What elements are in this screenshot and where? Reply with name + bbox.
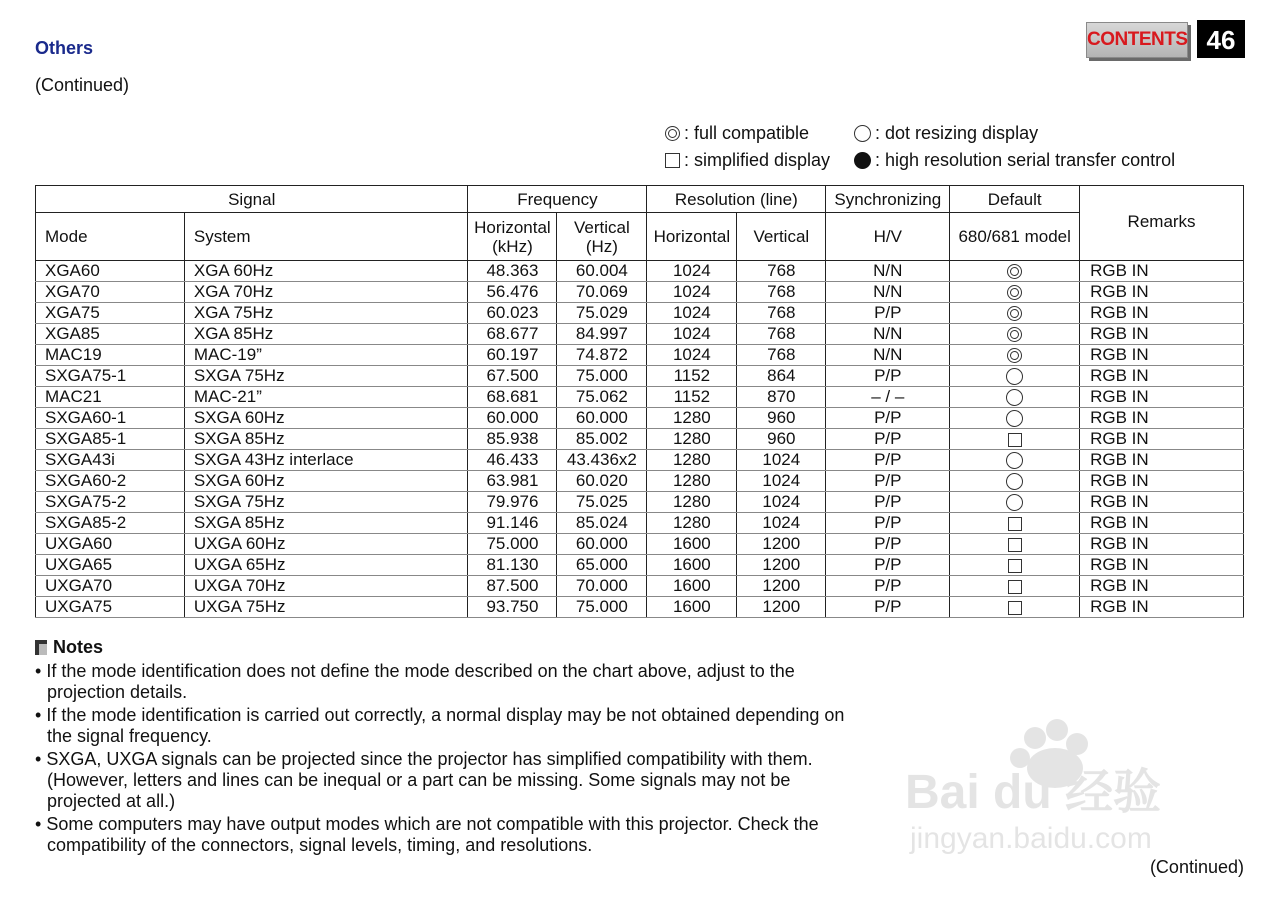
freq-v-cell: 85.024 <box>557 513 647 534</box>
freq-h-cell: 81.130 <box>468 555 557 576</box>
remarks-cell: RGB IN <box>1080 429 1244 450</box>
watermark-brand: Bai du 经验 <box>905 766 1162 819</box>
res-v-cell: 768 <box>737 303 826 324</box>
remarks-cell: RGB IN <box>1080 576 1244 597</box>
default-cell <box>950 324 1080 345</box>
freq-v-cell: 60.004 <box>557 261 647 282</box>
sync-cell: P/P <box>826 303 950 324</box>
header-resolution: Resolution (line) <box>647 186 826 213</box>
default-cell <box>950 429 1080 450</box>
square-icon <box>1008 559 1022 573</box>
res-h-cell: 1280 <box>647 513 737 534</box>
system-cell: MAC-21” <box>184 387 468 408</box>
table-row <box>36 261 1244 282</box>
mode-cell: UXGA70 <box>36 576 185 597</box>
sync-cell: P/P <box>826 450 950 471</box>
system-cell: SXGA 43Hz interlace <box>184 450 468 471</box>
legend-text: : simplified display <box>684 150 831 170</box>
res-h-cell: 1280 <box>647 450 737 471</box>
circle-icon <box>1006 452 1023 469</box>
table-row <box>36 492 1244 513</box>
mode-cell: SXGA43i <box>36 450 185 471</box>
square-icon <box>1008 580 1022 594</box>
table-row <box>36 345 1244 366</box>
default-cell <box>950 555 1080 576</box>
filled-circle-icon <box>854 152 871 169</box>
square-icon <box>1008 538 1022 552</box>
res-h-cell: 1024 <box>647 303 737 324</box>
default-cell <box>950 261 1080 282</box>
freq-v-cell: 70.000 <box>557 576 647 597</box>
remarks-cell: RGB IN <box>1080 408 1244 429</box>
freq-h-cell: 79.976 <box>468 492 557 513</box>
res-v-cell: 768 <box>737 261 826 282</box>
freq-v-cell: 65.000 <box>557 555 647 576</box>
system-cell: XGA 60Hz <box>184 261 468 282</box>
res-h-cell: 1600 <box>647 597 737 618</box>
freq-v-cell: 74.872 <box>557 345 647 366</box>
table-row <box>36 387 1244 408</box>
res-v-cell: 960 <box>737 429 826 450</box>
circle-icon <box>1006 368 1023 385</box>
notes-heading <box>35 637 103 658</box>
double-circle-icon <box>1007 264 1022 279</box>
note-icon <box>35 640 47 655</box>
table-row <box>36 324 1244 345</box>
square-icon <box>1008 601 1022 615</box>
header-res-v: Vertical <box>737 213 826 261</box>
res-h-cell: 1024 <box>647 345 737 366</box>
system-cell: UXGA 75Hz <box>184 597 468 618</box>
res-v-cell: 1200 <box>737 576 826 597</box>
signal-table <box>35 185 1244 618</box>
res-h-cell: 1152 <box>647 366 737 387</box>
res-v-cell: 960 <box>737 408 826 429</box>
sync-cell: P/P <box>826 366 950 387</box>
res-v-cell: 1024 <box>737 471 826 492</box>
freq-v-cell: 75.000 <box>557 366 647 387</box>
freq-h-cell: 67.500 <box>468 366 557 387</box>
res-h-cell: 1152 <box>647 387 737 408</box>
table-row <box>36 534 1244 555</box>
mode-cell: XGA70 <box>36 282 185 303</box>
default-cell <box>950 534 1080 555</box>
remarks-cell: RGB IN <box>1080 534 1244 555</box>
res-h-cell: 1600 <box>647 576 737 597</box>
mode-cell: MAC19 <box>36 345 185 366</box>
header-remarks: Remarks <box>1080 186 1244 261</box>
sync-cell: N/N <box>826 261 950 282</box>
default-cell <box>950 492 1080 513</box>
default-cell <box>950 282 1080 303</box>
remarks-cell: RGB IN <box>1080 450 1244 471</box>
note-text: Some computers may have output modes which are not compatible with this projector. Check the compatibility of the connectors, signal levels, timing, and resolutions. <box>46 814 819 855</box>
freq-h-cell: 93.750 <box>468 597 557 618</box>
circle-icon <box>1006 410 1023 427</box>
sync-cell: P/P <box>826 492 950 513</box>
res-h-cell: 1024 <box>647 324 737 345</box>
note-text: SXGA, UXGA signals can be projected since the projector has simplified compatibility with them. (However, letters and lines can be inequal or a part can be missing. Some signals may not be projected at all.) <box>46 749 813 811</box>
system-cell: MAC-19” <box>184 345 468 366</box>
mode-cell: MAC21 <box>36 387 185 408</box>
remarks-cell: RGB IN <box>1080 555 1244 576</box>
freq-v-cell: 70.069 <box>557 282 647 303</box>
freq-h-cell: 85.938 <box>468 429 557 450</box>
freq-h-cell: 48.363 <box>468 261 557 282</box>
legend-text: : high resolution serial transfer control <box>875 150 1176 170</box>
freq-h-cell: 63.981 <box>468 471 557 492</box>
freq-v-cell: 60.020 <box>557 471 647 492</box>
remarks-cell: RGB IN <box>1080 471 1244 492</box>
circle-icon <box>1006 494 1023 511</box>
baidu-watermark <box>905 710 1205 860</box>
freq-h-cell: 75.000 <box>468 534 557 555</box>
res-v-cell: 1024 <box>737 450 826 471</box>
note-item: • If the mode identification is carried out correctly, a normal display may be not obtained depending on the signal frequency. <box>35 705 845 746</box>
res-v-cell: 768 <box>737 345 826 366</box>
freq-h-cell: 68.681 <box>468 387 557 408</box>
system-cell: UXGA 70Hz <box>184 576 468 597</box>
remarks-cell: RGB IN <box>1080 492 1244 513</box>
sync-cell: P/P <box>826 534 950 555</box>
legend-text: : dot resizing display <box>875 123 1039 143</box>
double-circle-icon <box>1007 306 1022 321</box>
mode-cell: XGA60 <box>36 261 185 282</box>
page-number: 46 <box>1197 20 1245 58</box>
mode-cell: UXGA65 <box>36 555 185 576</box>
freq-v-cell: 84.997 <box>557 324 647 345</box>
table-row <box>36 450 1244 471</box>
system-cell: SXGA 60Hz <box>184 471 468 492</box>
table-row <box>36 366 1244 387</box>
mode-cell: SXGA60-1 <box>36 408 185 429</box>
default-cell <box>950 366 1080 387</box>
default-cell <box>950 597 1080 618</box>
header-default: Default <box>950 186 1080 213</box>
sync-cell: N/N <box>826 345 950 366</box>
header-frequency: Frequency <box>468 186 647 213</box>
remarks-cell: RGB IN <box>1080 387 1244 408</box>
sync-cell: P/P <box>826 408 950 429</box>
double-circle-icon <box>665 126 680 141</box>
res-v-cell: 1024 <box>737 492 826 513</box>
header-hv: H/V <box>826 213 950 261</box>
freq-v-cell: 75.000 <box>557 597 647 618</box>
mode-cell: XGA75 <box>36 303 185 324</box>
header-synchronizing: Synchronizing <box>826 186 950 213</box>
res-h-cell: 1280 <box>647 429 737 450</box>
freq-h-cell: 87.500 <box>468 576 557 597</box>
table-row <box>36 408 1244 429</box>
freq-h-cell: 60.023 <box>468 303 557 324</box>
header-system: System <box>184 213 468 261</box>
remarks-cell: RGB IN <box>1080 597 1244 618</box>
res-h-cell: 1024 <box>647 261 737 282</box>
system-cell: XGA 75Hz <box>184 303 468 324</box>
system-cell: XGA 85Hz <box>184 324 468 345</box>
freq-h-cell: 68.677 <box>468 324 557 345</box>
freq-v-cell: 43.436x2 <box>557 450 647 471</box>
freq-h-cell: 56.476 <box>468 282 557 303</box>
system-cell: XGA 70Hz <box>184 282 468 303</box>
double-circle-icon <box>1007 348 1022 363</box>
legend-text: : full compatible <box>684 123 810 143</box>
double-circle-icon <box>1007 285 1022 300</box>
res-v-cell: 1024 <box>737 513 826 534</box>
res-h-cell: 1280 <box>647 471 737 492</box>
page-title: Others <box>35 38 94 58</box>
system-cell: SXGA 75Hz <box>184 366 468 387</box>
system-cell: UXGA 60Hz <box>184 534 468 555</box>
note-item: • SXGA, UXGA signals can be projected since the projector has simplified compatibility with them. (However, letters and lines can be inequal or a part can be missing. Some signals may not be projected at all.) <box>35 749 813 811</box>
remarks-cell: RGB IN <box>1080 303 1244 324</box>
notes-heading-text: Notes <box>53 637 104 657</box>
res-h-cell: 1600 <box>647 534 737 555</box>
freq-h-cell: 60.197 <box>468 345 557 366</box>
sync-cell: P/P <box>826 555 950 576</box>
sync-cell: N/N <box>826 282 950 303</box>
sync-cell: P/P <box>826 429 950 450</box>
res-h-cell: 1280 <box>647 492 737 513</box>
res-v-cell: 870 <box>737 387 826 408</box>
default-cell <box>950 303 1080 324</box>
system-cell: SXGA 75Hz <box>184 492 468 513</box>
freq-v-cell: 60.000 <box>557 534 647 555</box>
default-cell <box>950 450 1080 471</box>
res-v-cell: 768 <box>737 282 826 303</box>
system-cell: SXGA 85Hz <box>184 513 468 534</box>
freq-h-cell: 91.146 <box>468 513 557 534</box>
system-cell: SXGA 60Hz <box>184 408 468 429</box>
table-row <box>36 282 1244 303</box>
res-v-cell: 1200 <box>737 597 826 618</box>
circle-icon <box>1006 389 1023 406</box>
header-model: 680/681 model <box>950 213 1080 261</box>
sync-cell: – / – <box>826 387 950 408</box>
system-cell: SXGA 85Hz <box>184 429 468 450</box>
note-item: • If the mode identification does not define the mode described on the chart above, adjust to the projection details. <box>35 661 795 702</box>
contents-button[interactable]: CONTENTS <box>1086 22 1188 58</box>
res-v-cell: 768 <box>737 324 826 345</box>
table-row <box>36 576 1244 597</box>
res-h-cell: 1280 <box>647 408 737 429</box>
default-cell <box>950 471 1080 492</box>
circle-icon <box>1006 473 1023 490</box>
freq-h-cell: 60.000 <box>468 408 557 429</box>
default-cell <box>950 408 1080 429</box>
res-h-cell: 1600 <box>647 555 737 576</box>
legend-dot-resizing <box>854 123 1038 144</box>
table-body <box>36 261 1244 618</box>
note-text: If the mode identification is carried out correctly, a normal display may be not obtained depending on the signal frequency. <box>46 705 845 746</box>
system-cell: UXGA 65Hz <box>184 555 468 576</box>
res-v-cell: 864 <box>737 366 826 387</box>
mode-cell: SXGA85-2 <box>36 513 185 534</box>
table-row <box>36 513 1244 534</box>
table-row <box>36 471 1244 492</box>
square-icon <box>1008 517 1022 531</box>
legend-full-compatible <box>665 123 809 144</box>
mode-cell: UXGA60 <box>36 534 185 555</box>
sync-cell: P/P <box>826 576 950 597</box>
remarks-cell: RGB IN <box>1080 345 1244 366</box>
header-res-h: Horizontal <box>647 213 737 261</box>
remarks-cell: RGB IN <box>1080 261 1244 282</box>
continued-footer: (Continued) <box>1149 857 1244 877</box>
remarks-cell: RGB IN <box>1080 324 1244 345</box>
res-v-cell: 1200 <box>737 555 826 576</box>
sync-cell: P/P <box>826 513 950 534</box>
legend-simplified <box>665 150 830 171</box>
freq-v-cell: 75.025 <box>557 492 647 513</box>
legend-high-res <box>854 150 1175 171</box>
double-circle-icon <box>1007 327 1022 342</box>
circle-icon <box>854 125 871 142</box>
note-text: If the mode identification does not define the mode described on the chart above, adjust to the projection details. <box>46 661 795 702</box>
res-h-cell: 1024 <box>647 282 737 303</box>
freq-v-cell: 85.002 <box>557 429 647 450</box>
remarks-cell: RGB IN <box>1080 513 1244 534</box>
mode-cell: UXGA75 <box>36 597 185 618</box>
header-mode: Mode <box>36 213 185 261</box>
freq-h-cell: 46.433 <box>468 450 557 471</box>
mode-cell: SXGA75-2 <box>36 492 185 513</box>
freq-v-cell: 75.029 <box>557 303 647 324</box>
default-cell <box>950 345 1080 366</box>
table-row <box>36 555 1244 576</box>
header-signal: Signal <box>36 186 468 213</box>
mode-cell: SXGA75-1 <box>36 366 185 387</box>
square-icon <box>1008 433 1022 447</box>
mode-cell: SXGA60-2 <box>36 471 185 492</box>
sync-cell: P/P <box>826 597 950 618</box>
mode-cell: XGA85 <box>36 324 185 345</box>
freq-v-cell: 60.000 <box>557 408 647 429</box>
notes-list <box>35 661 855 858</box>
remarks-cell: RGB IN <box>1080 282 1244 303</box>
note-item: • Some computers may have output modes which are not compatible with this projector. Check the compatibility of the connectors, signal levels, timing, and resolutions. <box>35 814 819 855</box>
table-row <box>36 303 1244 324</box>
sync-cell: N/N <box>826 324 950 345</box>
mode-cell: SXGA85-1 <box>36 429 185 450</box>
watermark-url: jingyan.baidu.com <box>910 822 1152 855</box>
res-v-cell: 1200 <box>737 534 826 555</box>
header-freq-h: Horizontal (kHz) <box>468 213 557 261</box>
default-cell <box>950 576 1080 597</box>
remarks-cell: RGB IN <box>1080 366 1244 387</box>
sync-cell: P/P <box>826 471 950 492</box>
square-icon <box>665 153 680 168</box>
default-cell <box>950 513 1080 534</box>
table-row <box>36 597 1244 618</box>
table-row <box>36 429 1244 450</box>
default-cell <box>950 387 1080 408</box>
continued-label: (Continued) <box>35 75 130 95</box>
header-freq-v: Vertical (Hz) <box>557 213 647 261</box>
freq-v-cell: 75.062 <box>557 387 647 408</box>
